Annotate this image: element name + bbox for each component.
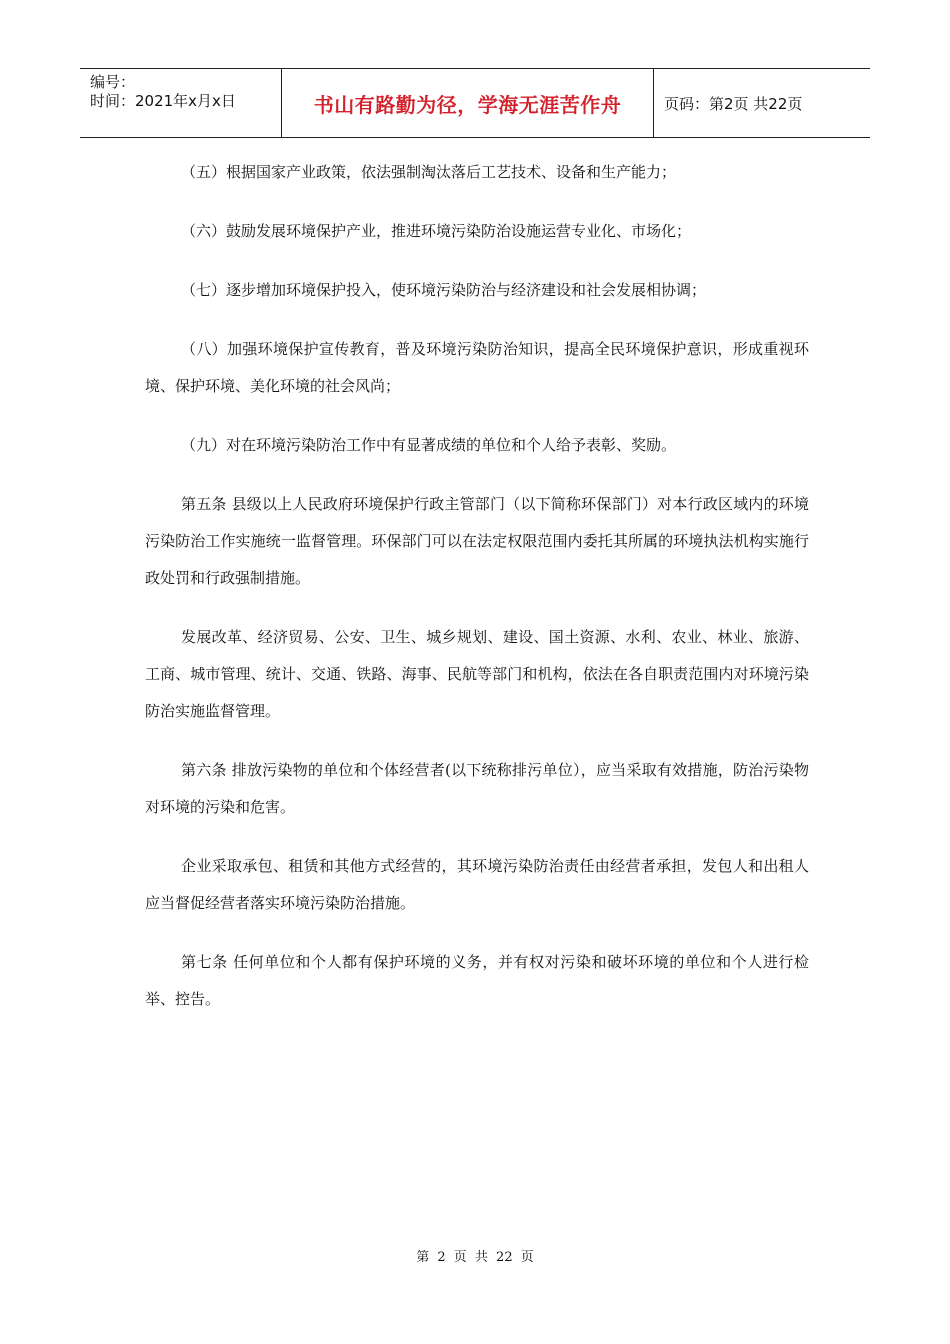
document-number-label: 编号： xyxy=(90,73,136,91)
document-date-label: 时间：2021年x月x日 xyxy=(90,92,236,110)
paragraph-article-6-clause-2: 企业采取承包、租赁和其他方式经营的，其环境污染防治责任由经营者承担，发包人和出租人应当督促经营者落实环境污染防治措施。 xyxy=(145,857,809,912)
paragraph-item-6: （六）鼓励发展环境保护产业，推进环境污染防治设施运营专业化、市场化； xyxy=(181,222,692,240)
document-body xyxy=(145,154,809,1040)
header-page-cell xyxy=(654,69,870,137)
paragraph-item-9: （九）对在环境污染防治工作中有显著成绩的单位和个人给予表彰、奖励。 xyxy=(181,436,677,454)
paragraph-item-8: （八）加强环境保护宣传教育，普及环境污染防治知识，提高全民环境保护意识，形成重视环境、保护环境、美化环境的社会风尚； xyxy=(145,340,809,395)
paragraph-article-5-clause-2: 发展改革、经济贸易、公安、卫生、城乡规划、建设、国土资源、水利、农业、林业、旅游、工商、城市管理、统计、交通、铁路、海事、民航等部门和机构，依法在各自职责范围内对环境污染防治实施监督管理。 xyxy=(145,628,809,720)
document-header xyxy=(80,68,870,138)
paragraph-item-7: （七）逐步增加环境保护投入，使环境污染防治与经济建设和社会发展相协调； xyxy=(181,281,707,299)
footer-page-number: 第 2 页 共 22 页 xyxy=(416,1250,534,1265)
paragraph-article-6: 第六条 排放污染物的单位和个体经营者(以下统称排污单位），应当采取有效措施，防治污染物对环境的污染和危害。 xyxy=(145,761,809,816)
paragraph-article-5: 第五条 县级以上人民政府环境保护行政主管部门（以下简称环保部门）对本行政区域内的环境污染防治工作实施统一监督管理。环保部门可以在法定权限范围内委托其所属的环境执法机构实施行政处罚和行政强制措施。 xyxy=(145,495,809,587)
page-footer xyxy=(0,1246,950,1265)
paragraph-article-7: 第七条 任何单位和个人都有保护环境的义务，并有权对污染和破坏环境的单位和个人进行检举、控告。 xyxy=(145,953,809,1008)
paragraph-item-5: （五）根据国家产业政策，依法强制淘汰落后工艺技术、设备和生产能力； xyxy=(181,163,677,181)
header-motto: 书山有路勤为径，学海无涯苦作舟 xyxy=(313,92,622,117)
header-motto-cell xyxy=(282,69,654,137)
header-meta-cell xyxy=(80,69,282,137)
header-page-info: 页码：第2页 共22页 xyxy=(664,94,803,113)
